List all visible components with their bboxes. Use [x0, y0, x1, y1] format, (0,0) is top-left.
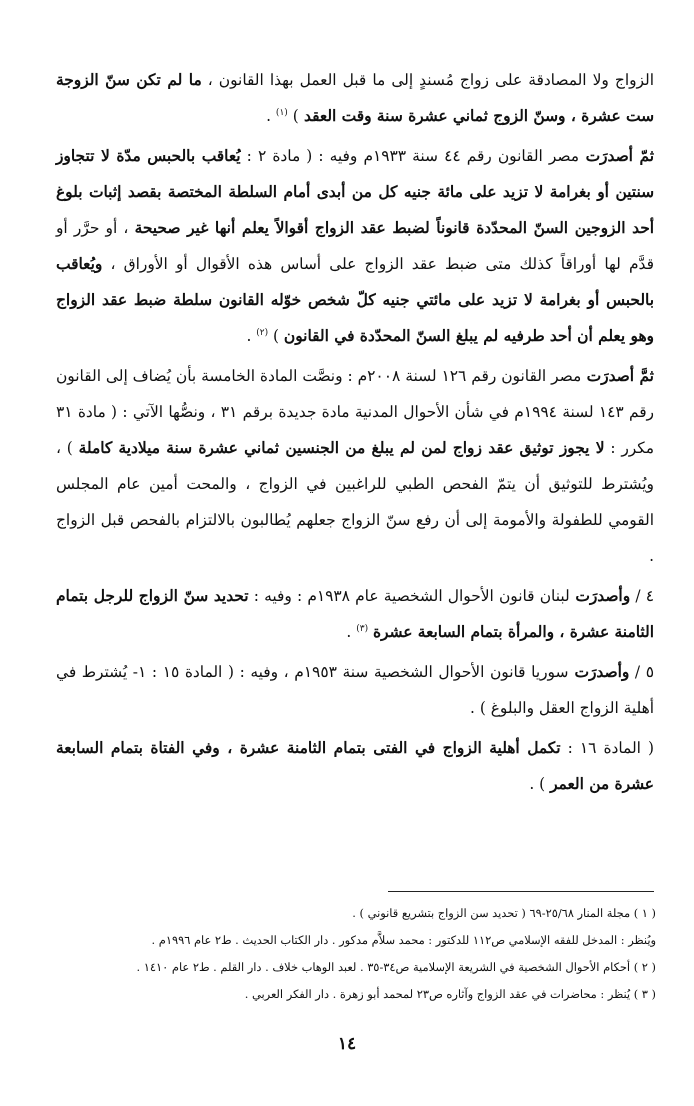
text-run: لبنان قانون الأحوال الشخصية عام ١٩٣٨م : وفيه :	[248, 587, 570, 605]
text-run: مصر القانون رقم ١٢٦ لسنة ٢٠٠٨م : ونصَّت المادة الخامسة بأن يُضاف إلى القانون رقم ١٤٣ لسنة ١٩٩٤م في شأن الأحوال المدنية مادة جديدة برقم ٣١ ، ونصُّها الآتي : ( مادة ٣١ مكرر :	[56, 367, 654, 457]
footnotes	[56, 900, 656, 1008]
footnote-line: ( ٢ ) أحكام الأحوال الشخصية في الشريعة الإسلامية ص٣٤-٣٥ . لعبد الوهاب خلاف . دار القلم . ط٢ عام ١٤١٠ .	[136, 960, 656, 974]
footnote-line: ( ٣ ) يُنظر : محاضرات في عقد الزواج وآثاره ص٢٣ لمحمد أبو زهرة . دار الفكر العربي .	[244, 987, 656, 1001]
text-run: ( المادة ١٦ :	[560, 739, 654, 757]
footnote-line: ( ١ ) مجلة المنار ٢٥/٦٨-٦٩ ( تحديد سن الزواج بتشريع قانوني ) .	[352, 906, 656, 920]
paragraph-egypt-1933	[56, 138, 654, 354]
text-run: مصر القانون رقم ٤٤ سنة ١٩٣٣م وفيه : ( مادة ٢ :	[240, 147, 579, 165]
text-run: ) .	[529, 775, 551, 793]
text-run: ثمَّ أصدرَت	[581, 367, 654, 385]
text-run: ، أو حرَّر أو قدَّم لها أوراقاً كذلك متى ضبط عقد الزواج على أساس هذه الأقوال أو الأوراق ،	[56, 219, 654, 273]
text-run: تحديد سنّ الزواج للرجل بتمام الثامنة عشرة ، والمرأة بتمام السابعة عشرة	[56, 587, 654, 641]
text-run: ) ، ويُشترط للتوثيق أن يتمّ الفحص الطبي للراغبين في الزواج ، والمحت أمين عام المجلس القومي للطفولة والأمومة إلى أن رفع سنّ الزواج جعلهم يُطالبون بالالتزام بالفحص قبل الزواج .	[56, 439, 654, 565]
text-run: ثمّ أصدرَت	[579, 147, 654, 165]
text-run: تكمل أهلية الزواج في الفتى بتمام الثامنة عشرة ، وفي الفتاة بتمام السابعة عشرة من العمر	[56, 739, 654, 793]
paragraph-syria	[56, 654, 654, 726]
main-text	[56, 62, 654, 806]
page-number: ١٤	[337, 1034, 357, 1054]
paragraph-egypt-2008	[56, 358, 654, 574]
footnote-divider	[388, 891, 654, 892]
paragraph-continuation	[56, 62, 654, 134]
text-run: يُعاقب بالحبس مدّة لا تتجاوز سنتين أو بغرامة لا تزيد على مائة جنيه كل من أبدى أمام السلطة المختصة بقصد إثبات بلوغ أحد الزوجين السنّ المحدّدة قانوناً لضبط عقد الزواج أقوالاً يعلم أنها غير صحيحة	[56, 147, 654, 237]
text-run: )	[287, 107, 299, 125]
paragraph-lebanon	[56, 578, 654, 650]
text-run: وأصدرَت	[568, 663, 630, 681]
text-run: ٥ /	[629, 663, 654, 681]
text-run: .	[266, 107, 276, 125]
footnote-line: ويُنظر : المدخل للفقه الإسلامي ص١١٢ للدكتور : محمد سلاَّم مدكور . دار الكتاب الحديث . ط٢ عام ١٩٩٦م .	[151, 933, 656, 947]
footnote-ref: (٣)	[356, 623, 369, 634]
text-run: .	[346, 623, 357, 641]
footnote-ref: (١)	[275, 107, 288, 118]
text-run: ما لم تكن سنّ الزوجة ست عشرة ، وسنّ الزوج ثماني عشرة سنة وقت العقد	[56, 71, 654, 125]
footnote-ref: (٢)	[256, 327, 269, 338]
text-run: سوريا قانون الأحوال الشخصية سنة ١٩٥٣م ، وفيه : ( المادة ١٥ : ١- يُشترط في أهلية الزواج العقل والبلوغ ) .	[56, 663, 654, 717]
text-run: ويُعاقب بالحبس أو بغرامة لا تزيد على مائتي جنيه كلّ شخص خوّله القانون سلطة ضبط عقد الزواج وهو يعلم أن أحد طرفيه لم يبلغ السنّ المحدّدة في القانون	[56, 255, 654, 345]
text-run: ٤ /	[630, 587, 654, 605]
text-run: .	[246, 327, 257, 345]
text-run: لا يجوز توثيق عقد زواج لمن لم يبلغ من الجنسين ثماني عشرة سنة ميلادية كاملة	[78, 439, 605, 457]
paragraph-syria-art16	[56, 730, 654, 802]
text-run: )	[268, 327, 284, 345]
text-run: الزواج ولا المصادقة على زواج مُسندٍ إلى ما قبل العمل بهذا القانون ،	[201, 71, 654, 89]
text-run: وأصدرَت	[569, 587, 631, 605]
